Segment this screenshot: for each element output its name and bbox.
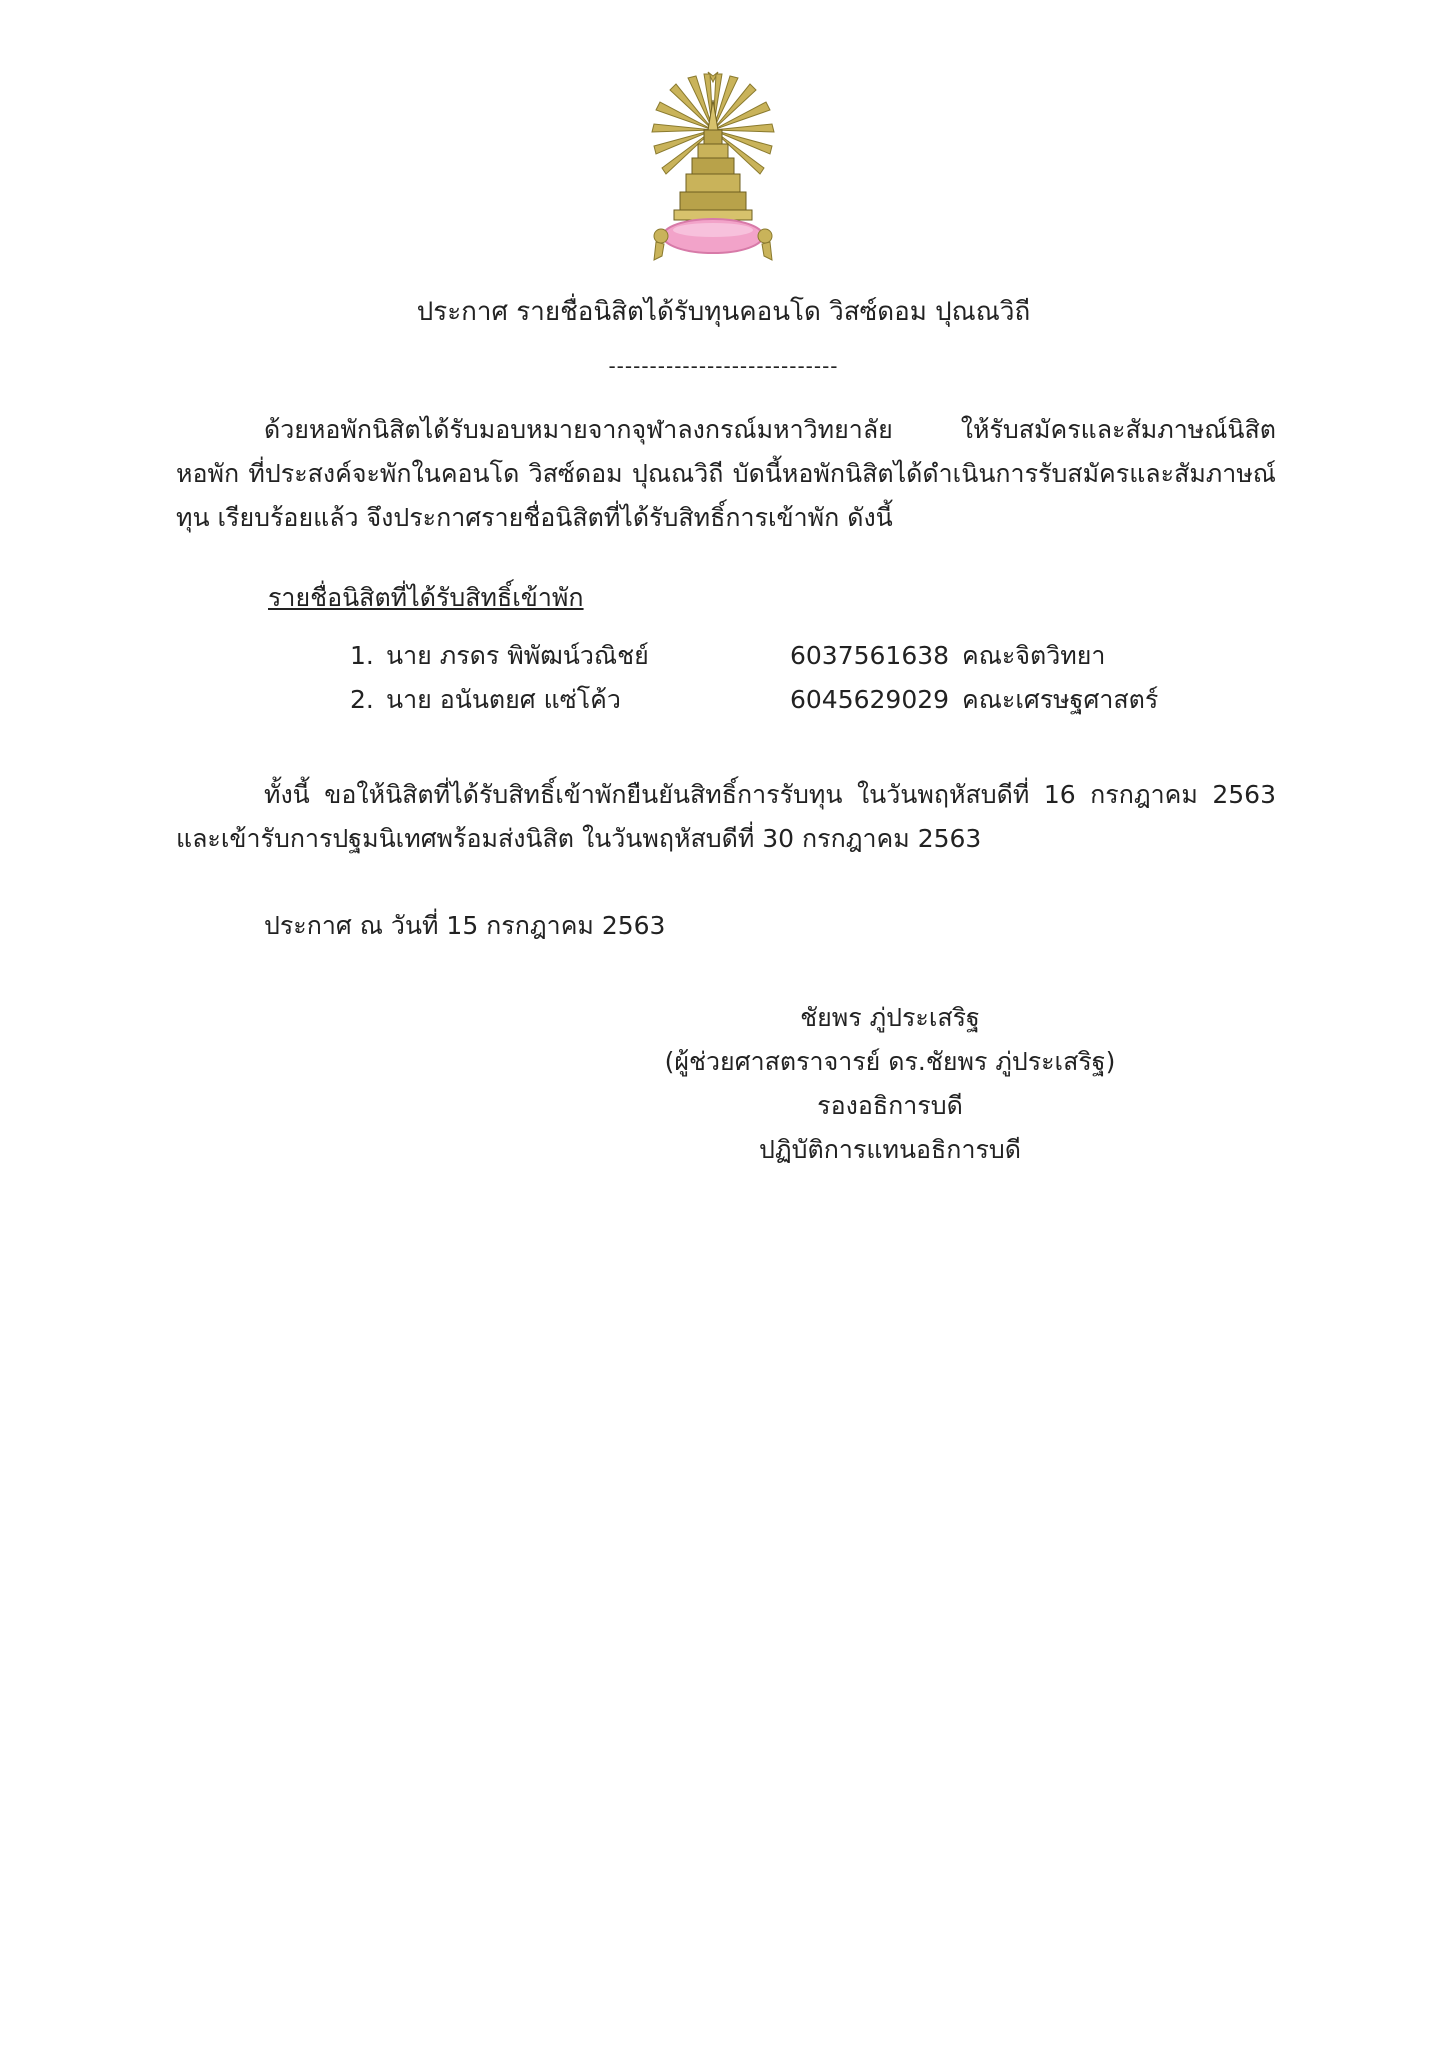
student-id: 6045629029: [790, 685, 950, 714]
signature-acting-role: ปฏิบัติการแทนอธิการบดี: [758, 1135, 1022, 1164]
student-name: นาย อนันตยศ แซ่โค้ว: [386, 685, 621, 714]
announcement-title: ประกาศ รายชื่อนิสิตได้รับทุนคอนโด วิสซ์ดอม ปุณณวิถี: [416, 297, 1031, 327]
student-id: 6037561638: [790, 641, 950, 670]
intro-paragraph: [176, 408, 1276, 540]
signature-position: รองอธิการบดี: [817, 1091, 963, 1120]
signature-name: ชัยพร ภู่ประเสริฐ: [800, 1003, 980, 1032]
student-name: นาย ภรดร พิพัฒน์วณิชย์: [386, 641, 649, 670]
university-emblem-icon: [648, 70, 778, 270]
closing-text: ทั้งนี้ ขอให้นิสิตที่ได้รับสิทธิ์เข้าพักยืนยันสิทธิ์การรับทุน ในวันพฤหัสบดีที่ 16 กรกฎาคม 2563 และเข้ารับการปฐมนิเทศพร้อมส่งนิสิต ในวันพฤหัสบดีที่ 30 กรกฎาคม 2563: [176, 780, 1276, 853]
signature-full-name: (ผู้ช่วยศาสตราจารย์ ดร.ชัยพร ภู่ประเสริฐ): [664, 1047, 1116, 1076]
student-faculty: คณะเศรษฐศาสตร์: [962, 685, 1159, 714]
announcement-date: ประกาศ ณ วันที่ 15 กรกฎาคม 2563: [264, 911, 666, 940]
student-row: [0, 636, 1447, 676]
student-list-heading: รายชื่อนิสิตที่ได้รับสิทธิ์เข้าพัก: [268, 583, 584, 612]
student-row: [0, 680, 1447, 720]
closing-paragraph: [176, 773, 1276, 861]
student-number: 1.: [350, 641, 374, 670]
title-divider: ----------------------------: [608, 354, 839, 378]
intro-text: ด้วยหอพักนิสิตได้รับมอบหมายจากจุฬาลงกรณ์มหาวิทยาลัย ให้รับสมัครและสัมภาษณ์นิสิตหอพัก ที่ประสงค์จะพักในคอนโด วิสซ์ดอม ปุณณวิถี บัดนี้หอพักนิสิตได้ดำเนินการรับสมัครและสัมภาษณ์ทุน เรียบร้อยแล้ว จึงประกาศรายชื่อนิสิตที่ได้รับสิทธิ์การเข้าพัก ดังนี้: [176, 415, 1276, 532]
student-number: 2.: [350, 685, 374, 714]
student-faculty: คณะจิตวิทยา: [962, 641, 1106, 670]
